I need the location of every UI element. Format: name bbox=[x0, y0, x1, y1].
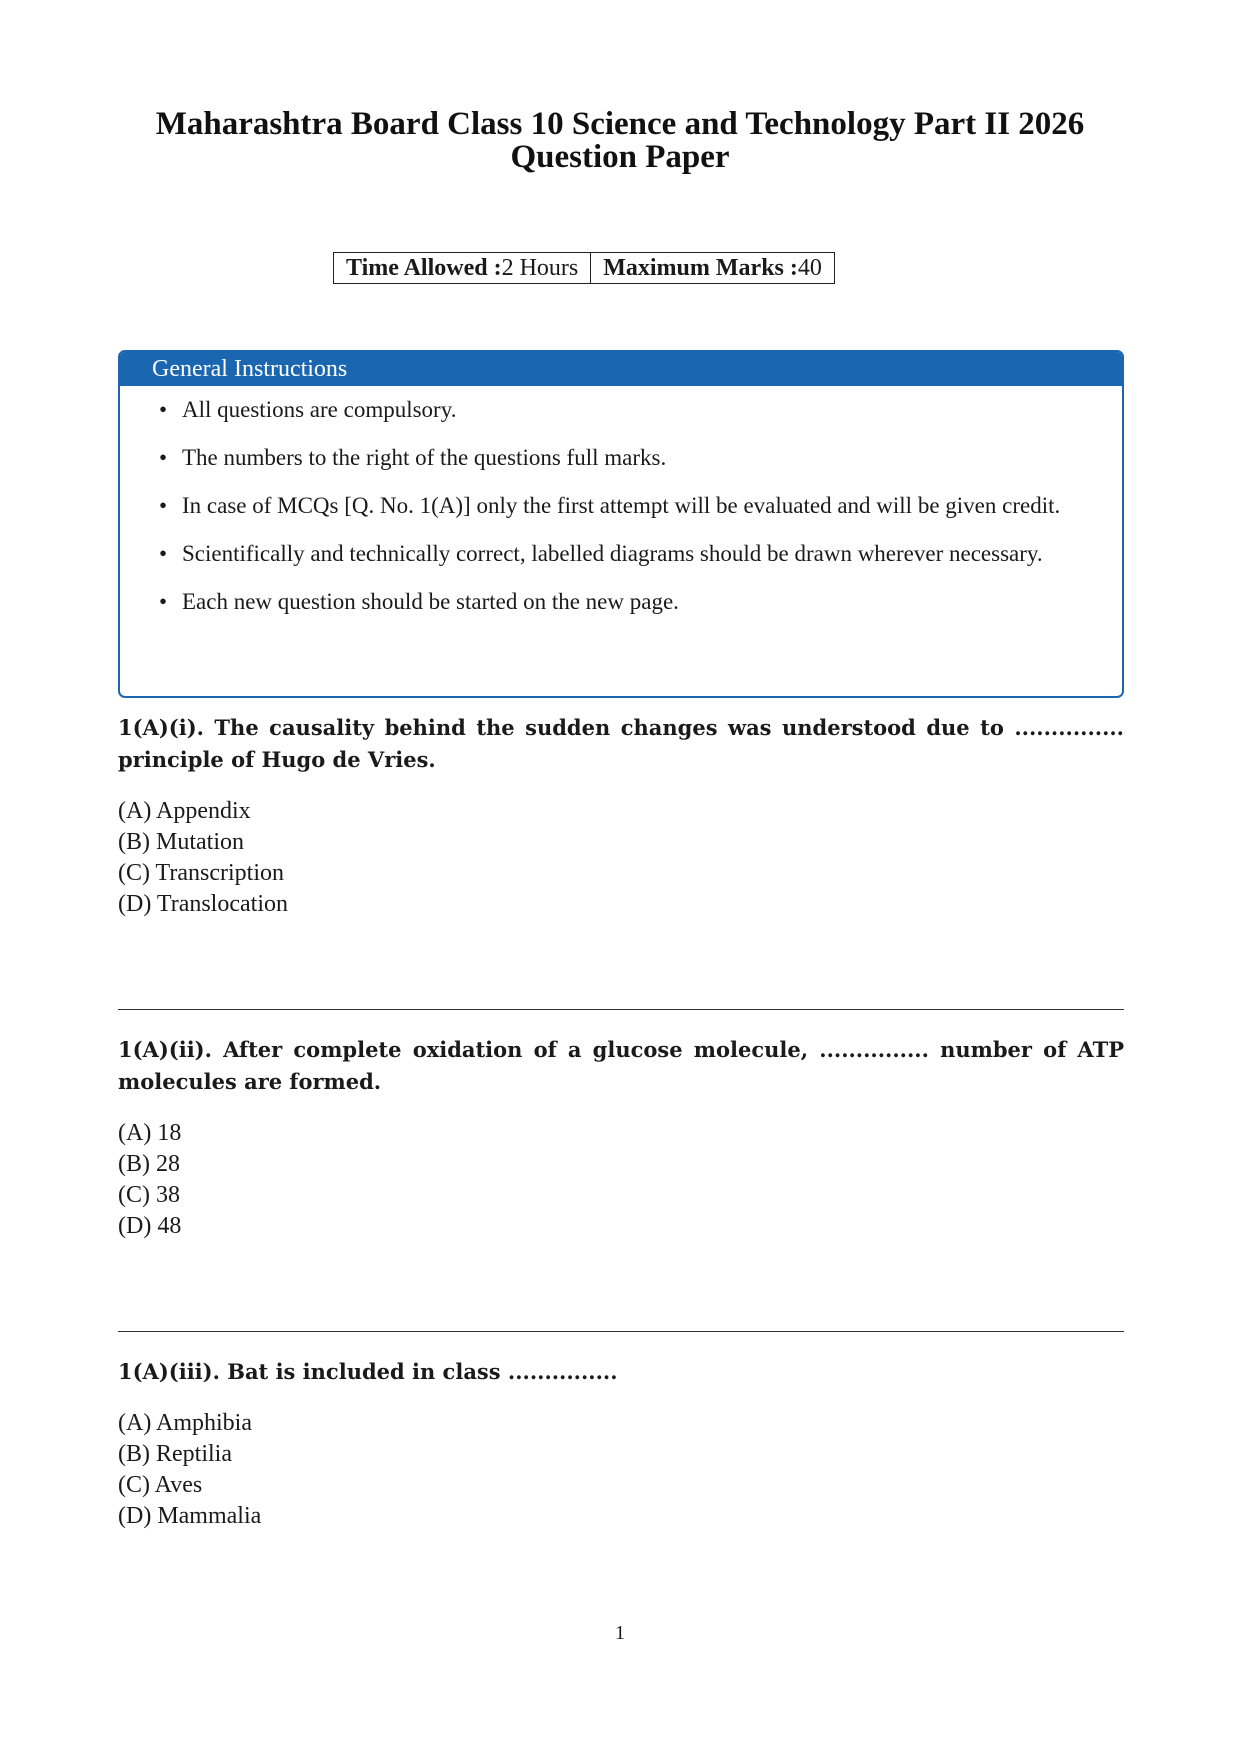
option-c: (C) Transcription bbox=[118, 860, 285, 886]
option-c: (C) 38 bbox=[118, 1182, 180, 1208]
time-allowed-value: 2 Hours bbox=[501, 255, 579, 281]
bullet-icon: • bbox=[159, 589, 168, 614]
options-list bbox=[118, 1408, 1124, 1532]
page-number: 1 bbox=[615, 1622, 625, 1644]
question-1-a-ii bbox=[118, 1034, 1124, 1242]
exam-meta-box bbox=[333, 252, 835, 284]
section-divider bbox=[118, 1331, 1124, 1332]
maximum-marks-label: Maximum Marks : bbox=[603, 255, 798, 281]
option-d: (D) Mammalia bbox=[118, 1503, 262, 1529]
paper-title bbox=[120, 108, 1120, 174]
instruction-item: • Each new question should be started on the new page. bbox=[182, 586, 1092, 617]
instructions-list bbox=[120, 386, 1122, 617]
option-b: (B) Reptilia bbox=[118, 1441, 232, 1467]
option-d: (D) 48 bbox=[118, 1213, 182, 1239]
instruction-item: • Scientifically and technically correct, labelled diagrams should be drawn wherever necessary. bbox=[182, 538, 1092, 569]
paper-title-line-2: Question Paper bbox=[510, 139, 730, 175]
option-d: (D) Translocation bbox=[118, 891, 288, 917]
bullet-icon: • bbox=[159, 541, 168, 566]
instruction-item: • All questions are compulsory. bbox=[182, 394, 1092, 425]
option-a: (A) 18 bbox=[118, 1120, 182, 1146]
bullet-icon: • bbox=[159, 493, 168, 518]
option-b: (B) Mutation bbox=[118, 829, 244, 855]
section-divider bbox=[118, 1009, 1124, 1010]
options-list bbox=[118, 1118, 1124, 1242]
time-allowed-label: Time Allowed : bbox=[346, 255, 502, 281]
maximum-marks-value: 40 bbox=[797, 255, 822, 281]
option-a: (A) Amphibia bbox=[118, 1410, 252, 1436]
general-instructions-box bbox=[118, 350, 1124, 698]
question-1-a-i bbox=[118, 712, 1124, 920]
option-b: (B) 28 bbox=[118, 1151, 180, 1177]
maximum-marks bbox=[590, 253, 834, 283]
general-instructions-heading: General Instructions bbox=[120, 352, 1122, 386]
instruction-item: • The numbers to the right of the questions full marks. bbox=[182, 442, 1092, 473]
question-1-a-iii bbox=[118, 1356, 1124, 1532]
bullet-icon: • bbox=[159, 445, 168, 470]
question-text: 1(A)(i). The causality behind the sudden changes was understood due to ............... principle of Hugo de Vries. bbox=[118, 715, 1124, 772]
paper-title-line-1: Maharashtra Board Class 10 Science and Technology Part II 2026 bbox=[155, 106, 1085, 142]
instruction-item: • In case of MCQs [Q. No. 1(A)] only the first attempt will be evaluated and will be given credit. bbox=[182, 490, 1092, 521]
option-a: (A) Appendix bbox=[118, 798, 251, 824]
bullet-icon: • bbox=[159, 397, 168, 422]
time-allowed bbox=[334, 253, 590, 283]
option-c: (C) Aves bbox=[118, 1472, 203, 1498]
question-text: 1(A)(ii). After complete oxidation of a glucose molecule, ............... number of ATP molecules are formed. bbox=[118, 1037, 1124, 1094]
question-text: 1(A)(iii). Bat is included in class ............... bbox=[118, 1359, 618, 1384]
options-list bbox=[118, 796, 1124, 920]
